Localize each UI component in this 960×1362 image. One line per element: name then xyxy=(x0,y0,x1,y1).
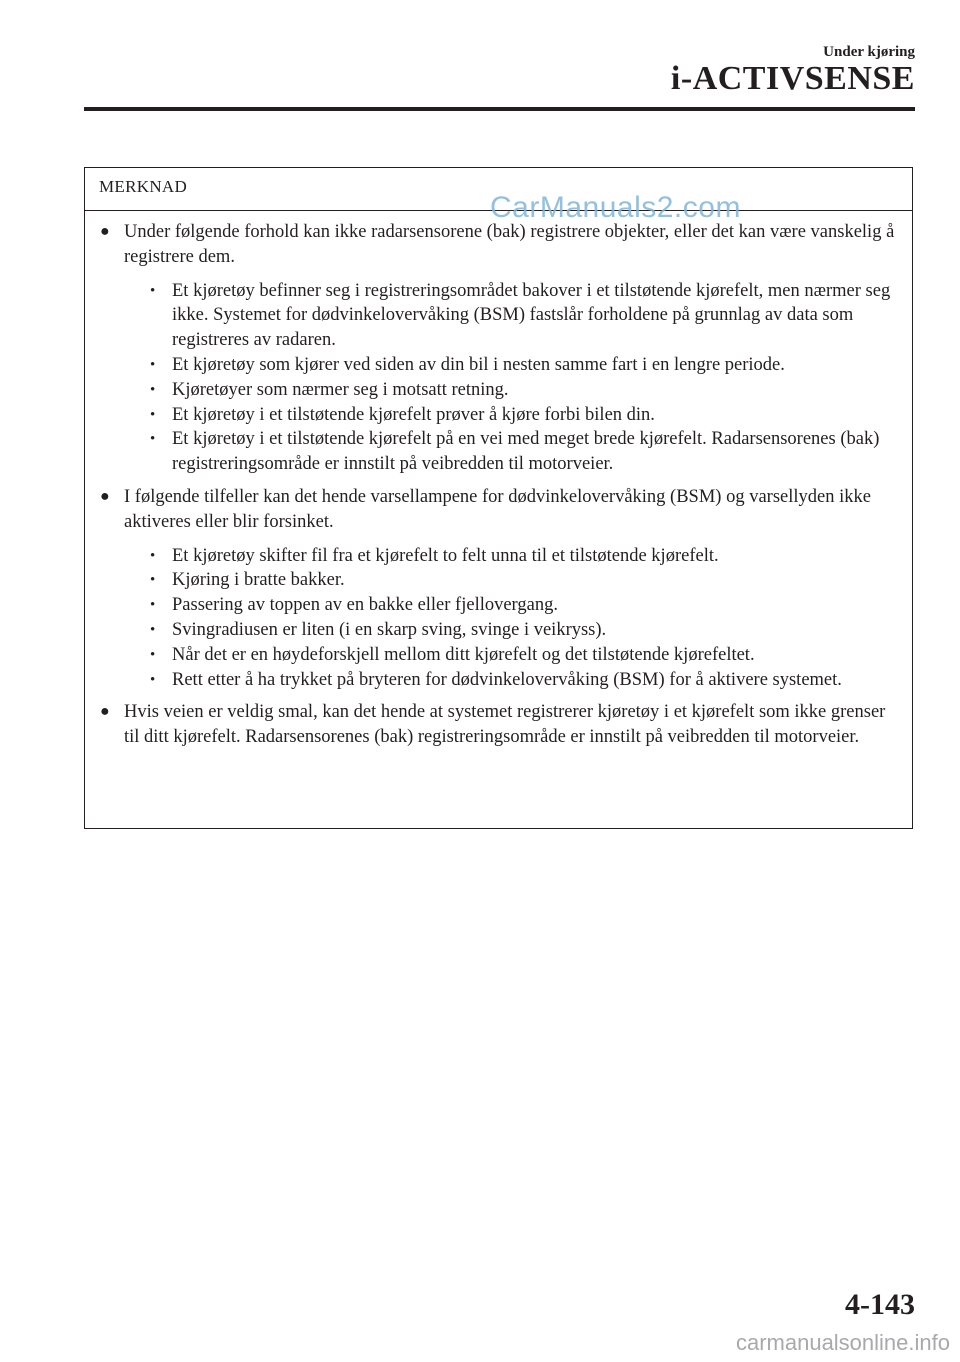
sub-item-text: Passering av toppen av en bakke eller fjellovergang. xyxy=(172,595,558,616)
chapter-title: i-ACTIVSENSE xyxy=(670,60,915,97)
sub-item-text: Et kjøretøy befinner seg i registreringsområdet bakover i et tilstøtende kjørefelt, men nærmer seg ikke. Systemet for dødvinkelovervåking (BSM) fastslår forholdene på grunnlag av data som registreres av radaren. xyxy=(172,280,891,351)
sub-item xyxy=(124,353,900,378)
bullet-icon: • xyxy=(150,646,156,663)
bullet-icon: • xyxy=(150,381,156,398)
bullet-icon: • xyxy=(150,282,156,299)
bullet-icon: • xyxy=(150,356,156,373)
sub-item xyxy=(124,618,900,643)
note-item-text: Under følgende forhold kan ikke radarsensorene (bak) registrere objekter, eller det kan være vanskelig å registrere dem. xyxy=(124,222,895,267)
watermark-bottom: carmanualsonline.info xyxy=(735,1330,950,1355)
bullet-icon: • xyxy=(150,431,156,448)
sub-item xyxy=(124,544,900,569)
sub-list xyxy=(124,279,900,477)
note-item xyxy=(100,485,900,692)
note-item-text: Hvis veien er veldig smal, kan det hende at systemet registrerer kjøretøy i et kjørefelt som ikke grenser til ditt kjørefelt. Radarsensorenes (bak) registreringsområde er innstilt på veibredden til motorveier. xyxy=(124,702,886,748)
note-title: MERKNAD xyxy=(99,177,188,196)
sub-item-text: Når det er en høydeforskjell mellom ditt kjørefelt og det tilstøtende kjørefeltet. xyxy=(172,644,755,665)
bullet-icon: • xyxy=(150,597,156,614)
sub-item-text: Kjøring i bratte bakker. xyxy=(172,570,345,591)
header-rule xyxy=(84,107,915,111)
sub-item xyxy=(124,427,900,477)
bullet-icon: • xyxy=(150,671,156,688)
section-title: Under kjøring xyxy=(823,44,915,60)
sub-item-text: Kjøretøyer som nærmer seg i motsatt retning. xyxy=(172,379,509,400)
sub-item xyxy=(124,279,900,353)
bullet-dot-icon: ● xyxy=(100,703,110,721)
note-item-text: I følgende tilfeller kan det hende varsellampene for dødvinkelovervåking (BSM) og varsellyden ikke aktiveres eller blir forsinket. xyxy=(124,486,871,532)
sub-item xyxy=(124,403,900,428)
bullet-dot-icon: ● xyxy=(100,487,110,505)
note-body xyxy=(100,220,900,758)
sub-item xyxy=(124,643,900,668)
sub-item xyxy=(124,378,900,403)
note-item xyxy=(100,700,900,750)
sub-list xyxy=(124,544,900,693)
sub-item-text: Et kjøretøy i et tilstøtende kjørefelt prøver å kjøre forbi bilen din. xyxy=(172,404,655,425)
sub-item-text: Et kjøretøy i et tilstøtende kjørefelt på en vei med meget brede kjørefelt. Radarsensorenes (bak) registreringsområde er innstilt på veibredden til motorveier. xyxy=(172,429,880,475)
note-box xyxy=(84,167,913,829)
sub-item-text: Et kjøretøy som kjører ved siden av din bil i nesten samme fart i en lengre periode. xyxy=(172,354,785,375)
sub-item-text: Svingradiusen er liten (i en skarp sving, svinge i veikryss). xyxy=(172,619,607,640)
bullet-icon: • xyxy=(150,621,156,638)
sub-item-text: Et kjøretøy skifter fil fra et kjørefelt to felt unna til et tilstøtende kjørefelt. xyxy=(172,545,719,566)
sub-item xyxy=(124,568,900,593)
note-item xyxy=(100,220,900,477)
page-number: 4-143 xyxy=(845,1288,915,1321)
bullet-icon: • xyxy=(150,406,156,423)
sub-item xyxy=(124,593,900,618)
bullet-dot-icon: ● xyxy=(100,223,110,240)
bullet-icon: • xyxy=(150,547,156,564)
bullet-icon: • xyxy=(150,572,156,589)
watermark-top: CarManuals2.com xyxy=(490,191,741,224)
sub-item-text: Rett etter å ha trykket på bryteren for dødvinkelovervåking (BSM) for å aktivere systemet. xyxy=(172,669,842,690)
sub-item xyxy=(124,668,900,693)
